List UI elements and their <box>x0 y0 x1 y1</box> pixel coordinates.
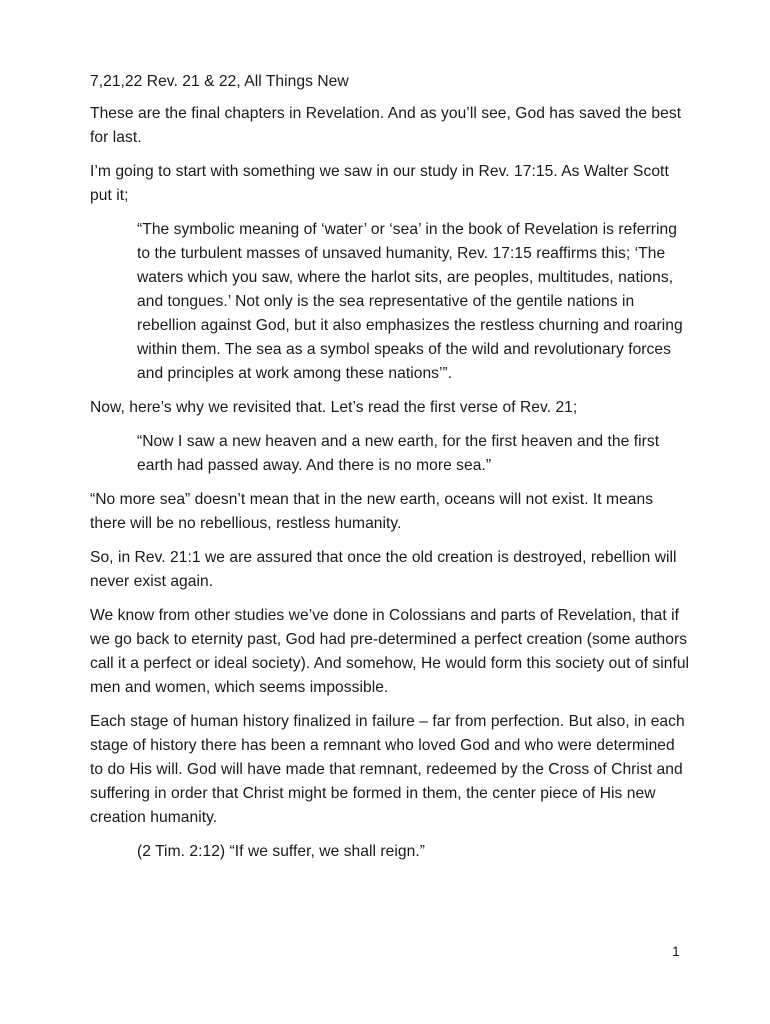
paragraph-rebellion: So, in Rev. 21:1 we are assured that once the old creation is destroyed, rebellion will never exist again. <box>90 549 677 590</box>
paragraph-remnant: Each stage of human history finalized in failure – far from perfection. But also, in each stage of history there has been a remnant who loved God and who were determined to do His will. God will have made that remnant, redeemed by the Cross of Christ and suffering in order that Christ might be formed in them, the center piece of His new creation humanity. <box>90 713 685 826</box>
document-title: 7,21,22 Rev. 21 & 22, All Things New <box>90 73 349 90</box>
document-body <box>90 70 690 874</box>
block-quote-2-tim: (2 Tim. 2:12) “If we suffer, we shall reign.” <box>137 843 425 860</box>
paragraph-no-more-sea: “No more sea” doesn’t mean that in the new earth, oceans will not exist. It means there will be no rebellious, restless humanity. <box>90 491 654 532</box>
block-quote-symbolic-meaning: “The symbolic meaning of ‘water’ or ‘sea’ in the book of Revelation is referring to the turbulent masses of unsaved humanity, Rev. 17:15 reaffirms this; ‘The waters which you saw, where the harlot sits, are peoples, multitudes, nations, and tongues.’ Not only is the sea representative of the gentile nations in rebellion against God, but it also emphasizes the restless churning and roaring within them. The sea as a symbol speaks of the wild and revolutionary forces and principles at work among these nations’”. <box>137 221 683 382</box>
page-number: 1 <box>672 943 680 959</box>
paragraph-perfect-creation: We know from other studies we’ve done in Colossians and parts of Revelation, that if we go back to eternity past, God had pre-determined a perfect creation (some authors call it a perfect or ideal society). And somehow, He would form this society out of sinful men and women, which seems impossible. <box>90 607 690 696</box>
block-quote-rev-21-1: “Now I saw a new heaven and a new earth, for the first heaven and the first earth had passed away. And there is no more sea.” <box>137 433 660 474</box>
paragraph-walter-scott: I’m going to start with something we saw in our study in Rev. 17:15. As Walter Scott put it; <box>90 163 669 204</box>
paragraph-intro: These are the final chapters in Revelation. And as you’ll see, God has saved the best for last. <box>90 105 682 146</box>
paragraph-revisited: Now, here’s why we revisited that. Let’s read the first verse of Rev. 21; <box>90 399 578 416</box>
